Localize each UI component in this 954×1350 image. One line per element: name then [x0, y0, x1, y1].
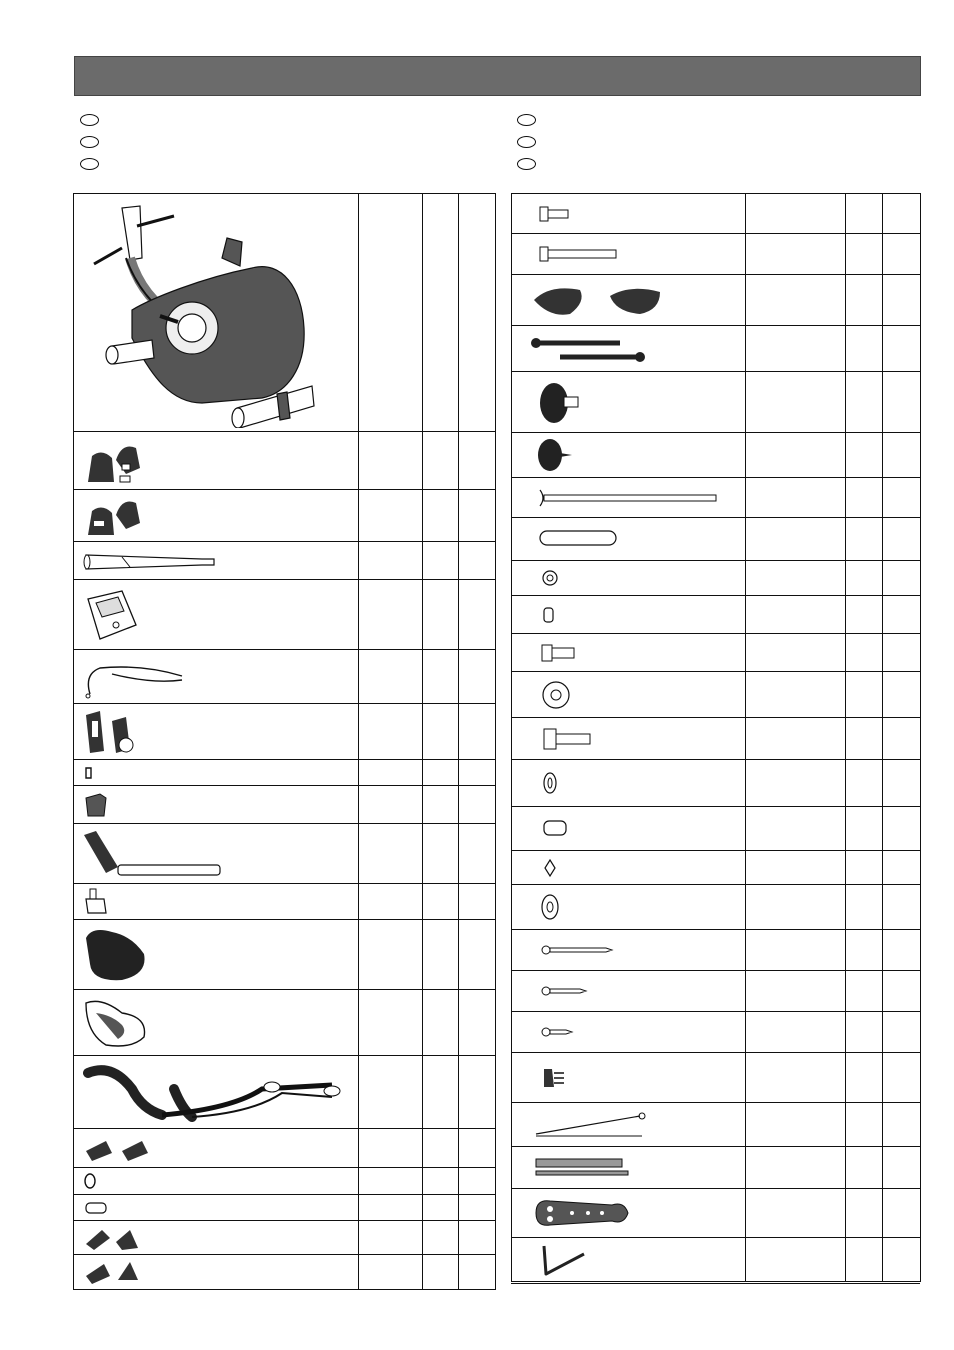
- language-flag-6: [517, 158, 536, 170]
- table-row: [74, 1195, 496, 1221]
- table-row: [512, 807, 921, 851]
- table-row: [74, 824, 496, 884]
- flat-washer-icon: [520, 566, 560, 590]
- cable-hook-icon: [520, 1110, 650, 1140]
- handlebar-post-icon: [82, 549, 222, 573]
- adjustment-clamp-a-icon: [82, 1224, 142, 1252]
- table-row: [512, 1147, 921, 1189]
- long-screw-icon: [520, 940, 620, 960]
- table-row: [74, 990, 496, 1056]
- table-row: [512, 194, 921, 234]
- spring-washer-icon: [520, 767, 560, 799]
- computer-console-icon: [82, 585, 142, 645]
- multi-wrench-icon: [520, 1193, 630, 1233]
- small-knob-icon: [520, 435, 580, 475]
- table-row: [512, 885, 921, 930]
- end-cap-icon: [82, 790, 112, 820]
- table-row: [512, 561, 921, 596]
- language-flag-3: [80, 158, 99, 170]
- table-row: [512, 718, 921, 760]
- pedal-strap-pair-icon: [520, 331, 650, 367]
- table-row: [512, 326, 921, 372]
- table-row: [74, 786, 496, 824]
- table-row: [512, 596, 921, 634]
- header-bar: [74, 56, 921, 96]
- small-nut-icon: [82, 765, 102, 781]
- table-row: [512, 930, 921, 971]
- language-flag-4: [517, 114, 536, 126]
- allen-key-icon: [520, 1240, 600, 1280]
- parts-table-right: [511, 193, 921, 1282]
- handlebar-icon: [82, 1059, 352, 1125]
- table-row: [74, 1129, 496, 1168]
- table-row: [74, 490, 496, 542]
- parts-table-left: [73, 193, 496, 1290]
- table-row: [512, 234, 921, 275]
- language-flag-5: [517, 136, 536, 148]
- o-ring-icon: [82, 1171, 102, 1191]
- table-row: [74, 920, 496, 990]
- adjustment-clamp-b-icon: [82, 1258, 142, 1286]
- table-row: [74, 432, 496, 490]
- hex-bolt-icon: [520, 641, 580, 665]
- table-row: [512, 1238, 921, 1282]
- knob-clamp-pair-icon: [82, 707, 152, 757]
- saddle-icon: [82, 924, 152, 986]
- table-row: [512, 518, 921, 561]
- medium-screw-icon: [520, 981, 600, 1001]
- table-row: [512, 851, 921, 885]
- language-flag-1: [80, 114, 99, 126]
- table-row: [74, 1168, 496, 1195]
- seat-post-icon: [82, 827, 232, 881]
- table-row: [512, 372, 921, 433]
- short-bolt-icon: [520, 204, 570, 224]
- carriage-bolt-icon: [520, 486, 720, 510]
- table-row: [74, 650, 496, 704]
- wrench-bar-icon: [520, 1155, 630, 1181]
- table-row: [512, 1012, 921, 1053]
- curved-washer-icon: [520, 890, 560, 924]
- large-knob-icon: [520, 377, 590, 427]
- main-frame-icon: [82, 198, 352, 428]
- short-screw-icon: [520, 1022, 580, 1042]
- table-row: [512, 1053, 921, 1103]
- table-row: [74, 760, 496, 786]
- large-washer-icon: [520, 677, 580, 713]
- sensor-cable-icon: [82, 654, 192, 700]
- table-row: [74, 1255, 496, 1290]
- table-row: [74, 1056, 496, 1129]
- table-bottom-rule: [511, 1283, 920, 1284]
- table-row: [512, 1103, 921, 1147]
- table-row: [74, 580, 496, 650]
- table-row: [512, 634, 921, 672]
- table-row: [74, 542, 496, 580]
- spacer-tube-icon: [82, 1200, 112, 1216]
- foot-cap-pair-icon: [520, 280, 670, 320]
- table-row: [74, 884, 496, 920]
- saddle-underside-icon: [82, 993, 152, 1053]
- lock-nut-icon: [520, 856, 560, 880]
- table-row: [512, 672, 921, 718]
- table-row: [512, 433, 921, 478]
- plastic-cover-pair-a-icon: [82, 436, 162, 486]
- table-row: [74, 194, 496, 432]
- allen-bolt-icon: [520, 725, 600, 753]
- sleeve-icon: [520, 527, 620, 551]
- language-flag-2: [80, 136, 99, 148]
- table-row: [512, 275, 921, 326]
- table-row: [512, 760, 921, 807]
- table-row: [512, 1189, 921, 1238]
- table-row: [74, 704, 496, 760]
- cable-clip-icon: [520, 1063, 570, 1093]
- cap-nut-icon: [520, 603, 560, 627]
- long-bolt-icon: [520, 244, 620, 264]
- part-image-cell: [74, 194, 359, 432]
- table-row: [512, 971, 921, 1012]
- plastic-cover-pair-b-icon: [82, 493, 162, 539]
- table-row: [74, 1221, 496, 1255]
- table-row: [512, 478, 921, 518]
- foam-grip-pair-icon: [82, 1133, 152, 1163]
- seat-clamp-icon: [82, 887, 112, 917]
- bushing-icon: [520, 815, 570, 843]
